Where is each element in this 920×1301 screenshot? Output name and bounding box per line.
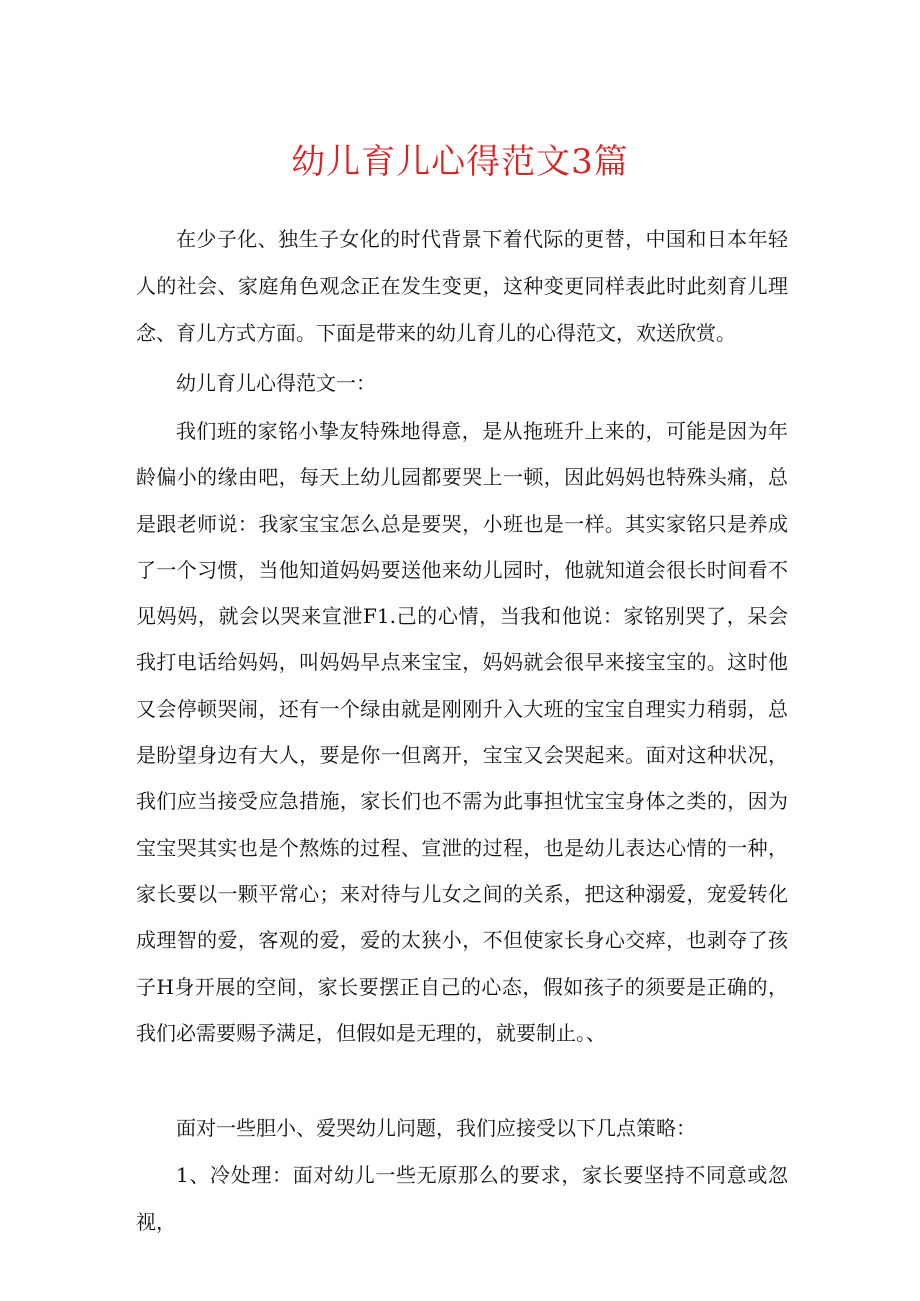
paragraph-strategy-one: 1、冷处理：面对幼儿一些无原那么的要求，家长要坚持不同意或忽视， [136, 1163, 788, 1234]
paragraph-story: 我们班的家铭小挚友特殊地得意，是从拖班升上来的，可能是因为年龄偏小的缘由吧，每天上幼儿园都要哭上一顿，因此妈妈也特殊头痛，总是跟老师说：我家宝宝怎么总是要哭，小班也是一样。其实家铭只是养成了一个习惯，当他知道妈妈要送他来幼儿园时，他就知道会很长时间看不见妈妈，就会以哭来宣泄F1.己的心情，当我和他说：家铭别哭了，呆会我打电话给妈妈，叫妈妈早点来宝宝，妈妈就会很早来接宝宝的。这时他又会停顿哭闹，还有一个绿由就是刚刚升入大班的宝宝自理实力稍弱，总是盼望身边有大人，要是你一但离开，宝宝又会哭起来。面对这种状况，我们应当接受应急措施，家长们也不需为此事担忧宝宝身体之类的，因为宝宝哭其实也是个熬炼的过程、宣泄的过程，也是幼儿表达心情的一种，家长要以一颗平常心；来对待与儿女之间的关系，把这种溺爱，宠爱转化成理智的爱，客观的爱，爱的太狭小，不但使家长身心交瘁，也剥夺了孩子H身开展的空间，家长要摆正自己的心态，假如孩子的须要是正确的，我们必需要赐予满足，但假如是无理的，就要制止。、 [136, 419, 788, 1045]
section-heading-one: 幼儿育儿心得范文一： [176, 371, 376, 395]
paragraph-intro: 在少子化、独生子女化的时代背景下着代际的更替，中国和日本年轻人的社会、家庭角色观念正在发生变更，这种变更同样表此时此刻育儿理念、育儿方式方面。下面是带来的幼儿育儿的心得范文，欢送欣赏。 [136, 227, 788, 345]
document-title: 幼儿育儿心得范文3篇 [291, 142, 629, 182]
paragraph-strategies-intro: 面对一些胆小、爱哭幼儿问题，我们应接受以下几点策略： [176, 1116, 696, 1140]
